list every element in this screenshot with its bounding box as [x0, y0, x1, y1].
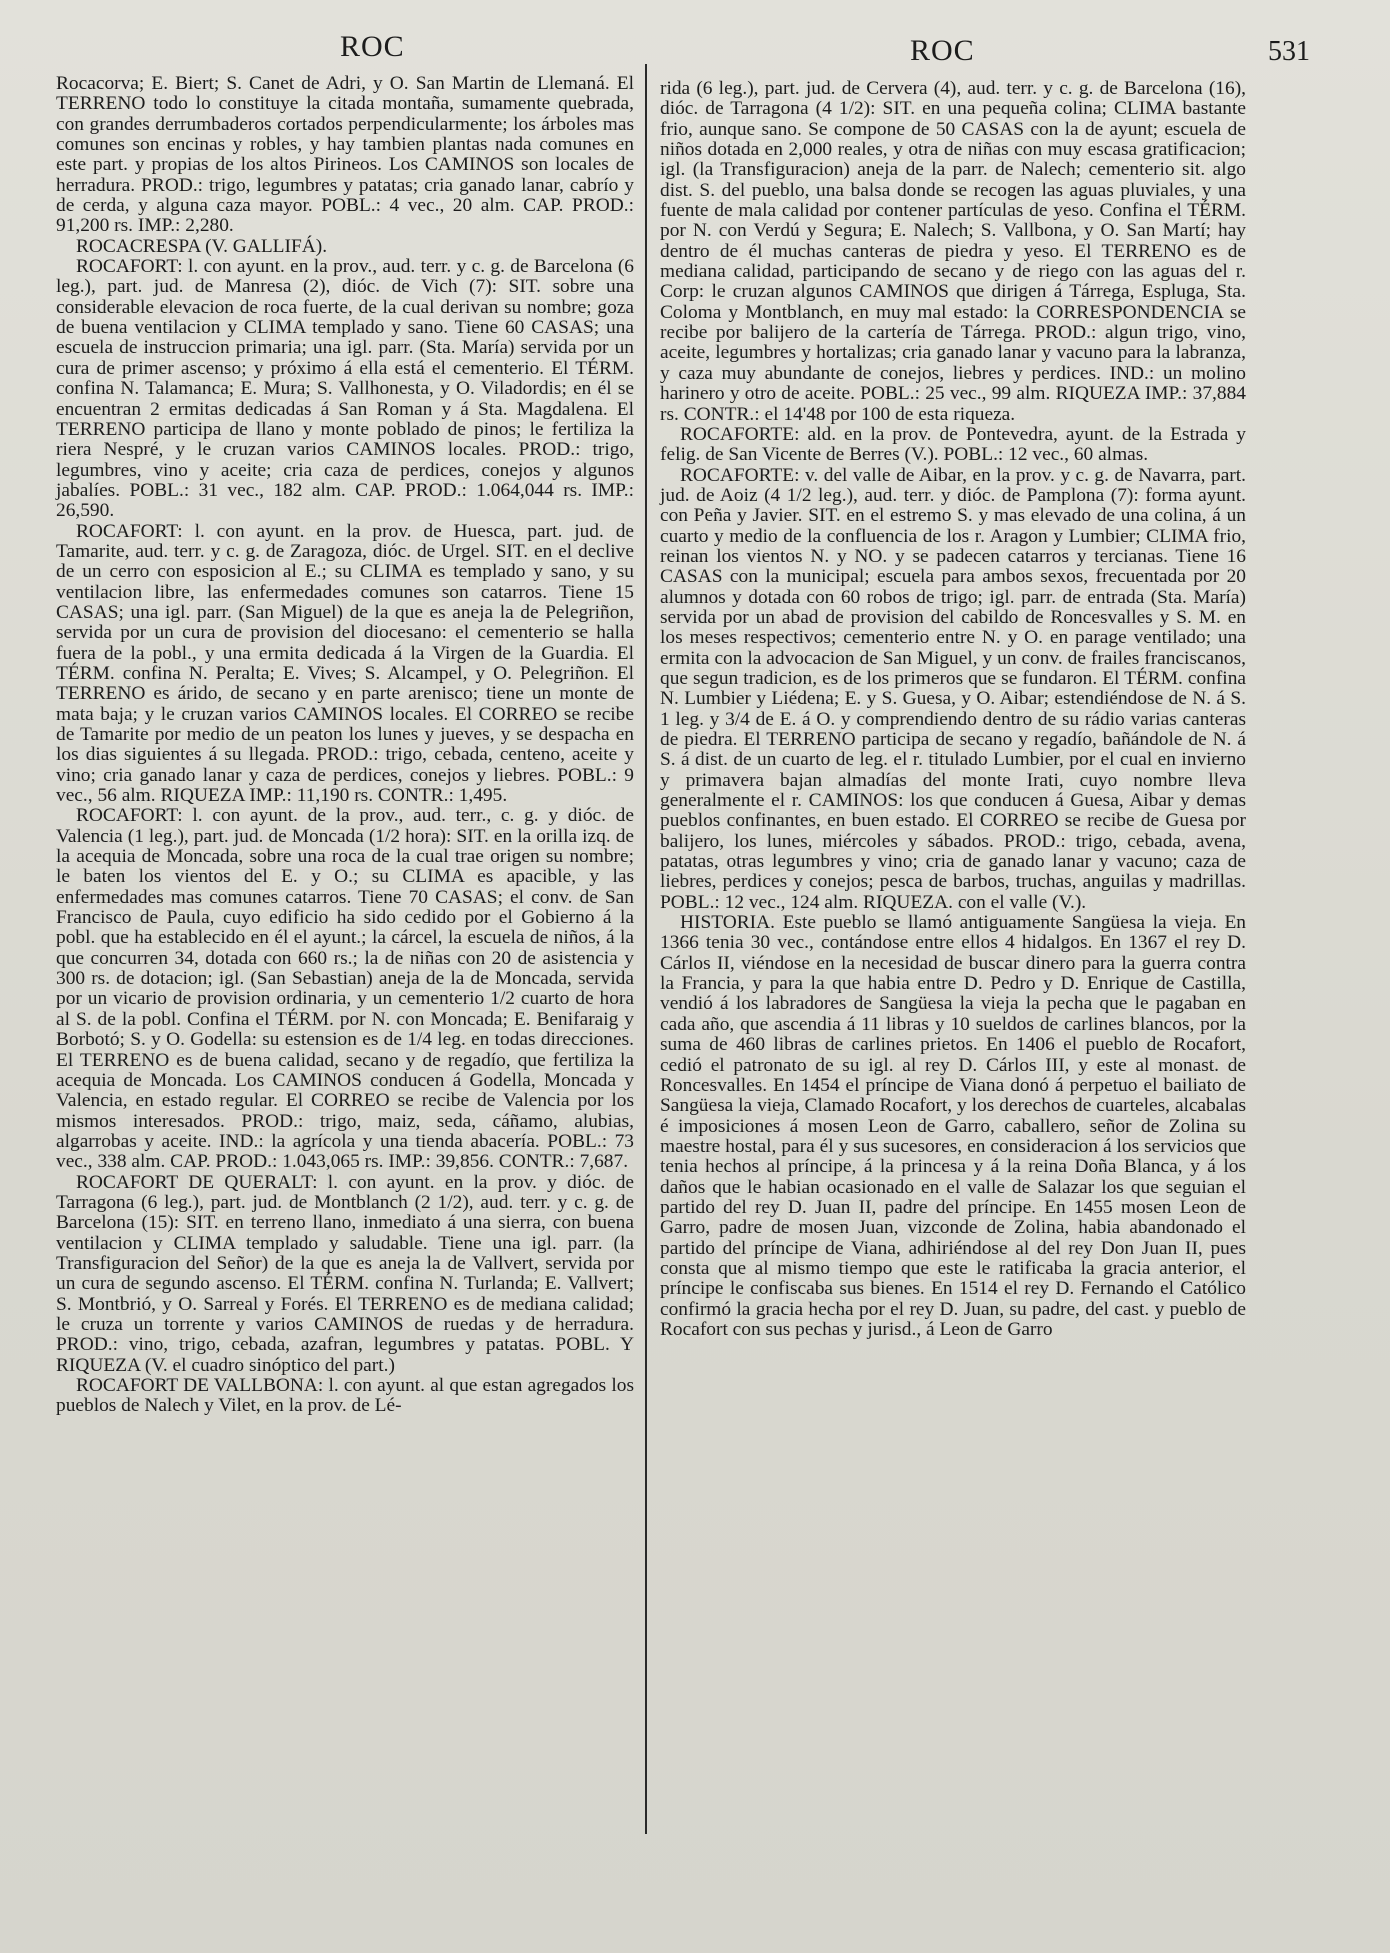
entry-paragraph: ROCAFORT DE VALLBONA: l. con ayunt. al que estan agregados los pueblos de Nalech y Vilet, en la prov. de Lé-: [56, 1375, 634, 1417]
entry-paragraph: ROCAFORT: l. con ayunt. en la prov. de Huesca, part. jud. de Tamarite, aud. terr. y c. g. de Zaragoza, dióc. de Urgel. SIT. en el declive de un cerro con esposicion al E.; su CLIMA es templado y sano, y su ventilacion libre, las enfermedades comunes son catarros. Tiene 15 CASAS; una igl. parr. (San Miguel) de la que es aneja la de Pelegriñon, servida por un cura de provision del diocesano: el cementerio se halla fuera de la pobl., y una ermita dedicada á la Virgen de la Guardia. El TÉRM. confina N. Peralta; E. Vives; S. Alcampel, y O. Pelegriñon. El TERRENO es árido, de secano y en parte arenisco; tiene un monte de mata baja; y le cruzan varios CAMINOS locales. El CORREO se recibe de Tamarite por medio de un peaton los lunes y jueves, y se despacha en los dias siguientes á su llegada. PROD.: trigo, cebada, centeno, aceite y vino; cria ganado lanar y caza de perdices, conejos y liebres. POBL.: 9 vec., 56 alm. RIQUEZA IMP.: 11,190 rs. CONTR.: 1,495.: [56, 520, 634, 807]
entry-paragraph: ROCAFORT: l. con ayunt. de la prov., aud. terr., c. g. y dióc. de Valencia (1 leg.), part. jud. de Moncada (1/2 hora): SIT. en la orilla izq. de la acequia de Moncada, sobre una roca de la cual trae origen su nombre; le baten los vientos del E. y O.; su CLIMA es apacible, y las enfermedades mas comunes catarros. Tiene 70 CASAS; el conv. de San Francisco de Paula, cuyo edificio ha sido cedido por el Gobierno á la pobl. que ha establecido en él el ayunt.; la cárcel, la escuela de niños, á la que concurren 34, dotada con 660 rs.; la de niñas con 20 de asistencia y 300 rs. de dotacion; igl. (San Sebastian) aneja de la de Moncada, servida por un vicario de provision ordinaria, y un cementerio 1/2 cuarto de hora al S. de la pobl. Confina el TÉRM. por N. con Moncada; E. Benifaraig y Borbotó; S. y O. Godella: su estension es de 1/4 leg. en todas direcciones. El TERRENO es de buena calidad, secano y de regadío, que fertiliza la acequia de Moncada. Los CAMINOS conducen á Godella, Moncada y Valencia, en estado regular. El CORREO se recibe de Valencia por los mismos interesados. PROD.: trigo, maiz, seda, cáñamo, alubias, algarrobas y aceite. IND.: la agrícola y una tienda abacería. POBL.: 73 vec., 338 alm. CAP. PROD.: 1.043,065 rs. IMP.: 39,856. CONTR.: 7,687.: [56, 805, 634, 1173]
entry-paragraph: rida (6 leg.), part. jud. de Cervera (4), aud. terr. y c. g. de Barcelona (16), dióc. de Tarragona (4 1/2): SIT. en una pequeña colina; CLIMA bastante frio, aunque sano. Se compone de 50 CASAS con la de ayunt; escuela de niños dotada en 2,000 reales, y otra de niñas con muy escasa gratificacion; igl. (la Transfiguracion) aneja de la parr. de Nalech; cementerio sit. algo dist. S. del pueblo, una balsa donde se recogen las aguas pluviales, y una fuente de mala calidad por contener partículas de yeso. Confina el TÉRM. por N. con Verdú y Segura; E. Nalech; S. Vallbona, y O. San Martí; hay dentro de él muchas canteras de piedra y yeso. El TERRENO es de mediana calidad, participando de secano y de riego con las aguas del r. Corp: le cruzan algunos CAMINOS que dirigen á Tárrega, Espluga, Sta. Coloma y Montblanch, en muy mal estado: la CORRESPONDENCIA se recibe por balijero de la cartería de Tárrega. PROD.: algun trigo, vino, aceite, legumbres y hortalizas; cria ganado lanar y vacuno para la labranza, y caza muy abundante de conejos, liebres y perdices. IND.: un molino harinero y otro de aceite. POBL.: 25 vec., 99 alm. RIQUEZA IMP.: 37,884 rs. CONTR.: el 14'48 por 100 de esta riqueza.: [660, 78, 1246, 425]
left-column: [56, 74, 634, 1417]
entry-paragraph: ROCAFORT DE QUERALT: l. con ayunt. en la prov. y dióc. de Tarragona (6 leg.), part. jud. de Montblanch (2 1/2), aud. terr. y c. g. de Barcelona (15): SIT. en terreno llano, inmediato á una sierra, con buena ventilacion y CLIMA templado y saludable. Tiene una igl. parr. (la Transfiguracion del Señor) de la que es aneja la de Vallvert, servida por un cura de segundo ascenso. El TÉRM. confina N. Turlanda; E. Vallvert; S. Montbrió, y O. Sarreal y Forés. El TERRENO es de mediana calidad; le cruza un torrente y varios CAMINOS de ruedas y de herradura. PROD.: vino, trigo, cebada, azafran, legumbres y patatas. POBL. Y RIQUEZA (V. el cuadro sinóptico del part.): [56, 1171, 634, 1376]
entry-paragraph: ROCACRESPA (V. GALLIFÁ).: [76, 235, 328, 257]
entry-paragraph: ROCAFORTE: ald. en la prov. de Pontevedra, ayunt. de la Estrada y felig. de San Vicente de Berres (V.). POBL.: 12 vec., 60 almas.: [660, 423, 1246, 466]
entry-paragraph: ROCAFORTE: v. del valle de Aibar, en la prov. y c. g. de Navarra, part. jud. de Aoiz (4 1/2 leg.), aud. terr. y dióc. de Pamplona (7): forma ayunt. con Peña y Javier. SIT. en el estremo S. y mas elevado de una colina, á un cuarto y medio de la confluencia de los r. Aragon y Lumbier; CLIMA frio, reinan los vientos N. y NO. y se padecen catarros y tercianas. Tiene 16 CASAS con la municipal; escuela para ambos sexos, frecuentada por 20 alumnos y dotada con 60 robos de trigo; igl. parr. de entrada (Sta. María) servida por un abad de provision del cabildo de Roncesvalles y S. M. en los meses respectivos; cementerio entre N. y O. en parage ventilado; una ermita con la advocacion de San Miguel, y un conv. de frailes franciscanos, que segun tradicion, es de los primeros que se fundaron. El TÉRM. confina N. Lumbier y Liédena; E. y S. Guesa, y O. Aibar; estendiéndose de N. á S. 1 leg. y 3/4 de E. á O. y comprendiendo dentro de su rádio varias canteras de piedra. El TERRENO participa de secano y regadío, bañándole de N. á S. á dist. de un cuarto de leg. el r. titulado Lumbier, por el cual en invierno y primavera bajan almadías del monte Irati, cuyo nombre lleva generalmente el r. CAMINOS: los que conducen á Guesa, Aibar y demas pueblos confinantes, en buen estado. El CORREO se recibe de Guesa por balijero, los lunes, miércoles y sábados. PROD.: trigo, cebada, avena, patatas, otras legumbres y vino; cria de ganado lanar y vacuno; caza de liebres, perdices y conejos; pesca de barbos, truchas, anguilas y madrillas. POBL.: 12 vec., 124 alm. RIQUEZA. con el valle (V.).: [660, 464, 1246, 913]
page-header: [50, 30, 1310, 70]
entry-paragraph: ROCAFORT: l. con ayunt. en la prov., aud. terr. y c. g. de Barcelona (6 leg.), part. jud. de Manresa (2), dióc. de Vich (7): SIT. sobre una considerable elevacion de roca fuerte, de la cual derivan su nombre; goza de buena ventilacion y CLIMA templado y sano. Tiene 60 CASAS; una escuela de instruccion primaria; una igl. parr. (Sta. María) servida por un cura de primer ascenso; y próximo á ella está el cementerio. El TÉRM. confina N. Talamanca; E. Mura; S. Vallhonesta, y O. Viladordis; en él se encuentran 2 ermitas dedicadas á San Roman y á Sta. Magdalena. El TERRENO participa de llano y monte poblado de pinos; le fertiliza la riera Nespré, y le cruzan varios CAMINOS locales. PROD.: trigo, legumbres, vino y aceite; cria caza de perdices, conejos y algunos jabalíes. POBL.: 31 vec., 182 alm. CAP. PROD.: 1.064,044 rs. IMP.: 26,590.: [56, 256, 634, 522]
right-column: [660, 79, 1246, 1340]
running-head-left: ROC: [340, 30, 405, 63]
page-number: 531: [1268, 36, 1310, 67]
entry-paragraph: HISTORIA. Este pueblo se llamó antiguamente Sangüesa la vieja. En 1366 tenia 30 vec., contándose entre ellos 4 hidalgos. En 1367 el rey D. Cárlos II, viéndose en la necesidad de buscar dinero para la guerra contra la Francia, y para la que habia entre D. Pedro y D. Enrique de Castilla, vendió á los labradores de Sangüesa la vieja la pecha que le pagaban en cada año, que ascendia á 11 libras y 10 sueldos de carlines blancos, por la suma de 460 libras de carlines prietos. En 1406 el pueblo de Rocafort, cedió el patronato de su igl. al rey D. Cárlos III, y este al monast. de Roncesvalles. En 1454 el príncipe de Viana donó á perpetuo el bailiato de Sangüesa la vieja, Clamado Rocafort, y los derechos de cuarteles, alcabalas é imposiciones á mosen Leon de Garro, caballero, señor de Zolina su maestre hostal, para él y sus sucesores, en consideracion á los servicios que tenia hechos al príncipe, á la princesa y á la reina Doña Blanca, y á los daños que le habian ocasionado en el valle de Salazar los que seguian el partido del rey D. Juan II, padre del príncipe. En 1455 mosen Leon de Garro, padre de mosen Juan, vizconde de Zolina, habia abandonado el partido del príncipe de Viana, adhiriéndose al del rey Don Juan II, pues consta que al mismo tiempo que este le ratificaba la gracia anterior, el príncipe le confiscaba sus bienes. En 1514 el rey D. Fernando el Católico confirmó la gracia hecha por el rey D. Juan, su padre, del cast. y pueblo de Rocafort con sus pechas y jurisd., á Leon de Garro: [660, 912, 1246, 1340]
running-head-right: ROC: [910, 34, 975, 67]
column-divider: [645, 64, 647, 1834]
entry-paragraph: Rocacorva; E. Biert; S. Canet de Adri, y O. San Martin de Llemaná. El TERRENO todo lo constituye la citada montaña, sumamente quebrada, con grandes derrumbaderos cortados perpendicularmente; los árboles mas comunes son encinas y robles, y hay tambien plantas nada comunes en este part. y propias de los altos Pirineos. Los CAMINOS son locales de herradura. PROD.: trigo, legumbres y patatas; cria ganado lanar, cabrío y de cerda, y alguna caza mayor. POBL.: 4 vec., 20 alm. CAP. PROD.: 91,200 rs. IMP.: 2,280.: [56, 73, 634, 237]
